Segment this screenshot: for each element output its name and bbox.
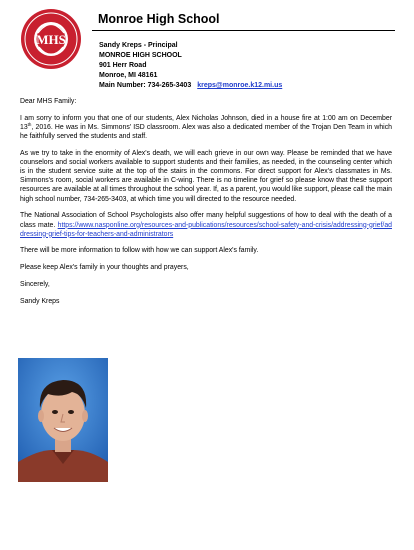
phone-number: Main Number: 734-265-3403 [99, 82, 192, 89]
closing: Sincerely, [20, 280, 50, 288]
email-link[interactable]: kreps@monroe.k12.mi.us [197, 82, 283, 89]
paragraph-nasp: The National Association of School Psychologists also offer many helpful suggestions of how to deal with the death of a class mate. https://www.nasponline.org/resources-and-publications/resources/school-safety-and-crisis/addressing-grief/addressing-grief-tips-for-teachers-and-administrators [20, 212, 392, 238]
paragraph-prayers: Please keep Alex's family in your thoughts and prayers, [20, 264, 189, 272]
street-address: 901 Herr Road [99, 62, 147, 69]
header-rule [92, 30, 395, 31]
school-name-upper: MONROE HIGH SCHOOL [99, 52, 182, 59]
nasp-link[interactable]: https://www.nasponline.org/resources-and-publications/resources/school-safety-and-crisis/addressing-grief/addressing-grief-tips-for-teachers-and-administrators [20, 221, 392, 238]
paragraph-support: As we try to take in the enormity of Alex's death, we will each grieve in our own way. Please be reminded that we have counselors and social workers available to support students and their families, as needed, in the counseling center which is in the student service suite at the top of the stairs in the commons. For direct support for Alex's classmates in Ms. Simmons's room, social workers are available in C-wing. There is no timeline for grief so please know that these support resources are available at all times throughout the school year. If, as a parent, you would like support, please call the main high school number, 734-265-3403, at which time you will directed to the resource needed. [20, 149, 392, 203]
greeting: Dear MHS Family: [20, 98, 77, 105]
contact-block [99, 41, 282, 91]
school-name-heading: Monroe High School [98, 12, 220, 26]
paragraph-more-info: There will be more information to follow with how we can support Alex's family. [20, 247, 259, 255]
principal-line: Sandy Kreps - Principal [99, 42, 178, 49]
paragraph-announcement: I am sorry to inform you that one of our students, Alex Nicholas Johnson, died in a house fire at 1:00 am on December 13th, 2016. He was in Ms. Simmons' ISD classroom. Alex was also a dedicated member of the Trojan Den Team in which he faithfully served the students and staff. [20, 114, 392, 141]
seal-letters: MHS [36, 32, 66, 47]
letter-body [20, 97, 392, 309]
student-photo [18, 358, 108, 482]
phone-line [99, 81, 282, 91]
city-address: Monroe, MI 48161 [99, 72, 158, 79]
signature-name: Sandy Kreps [20, 297, 60, 305]
school-seal-logo [20, 8, 82, 70]
